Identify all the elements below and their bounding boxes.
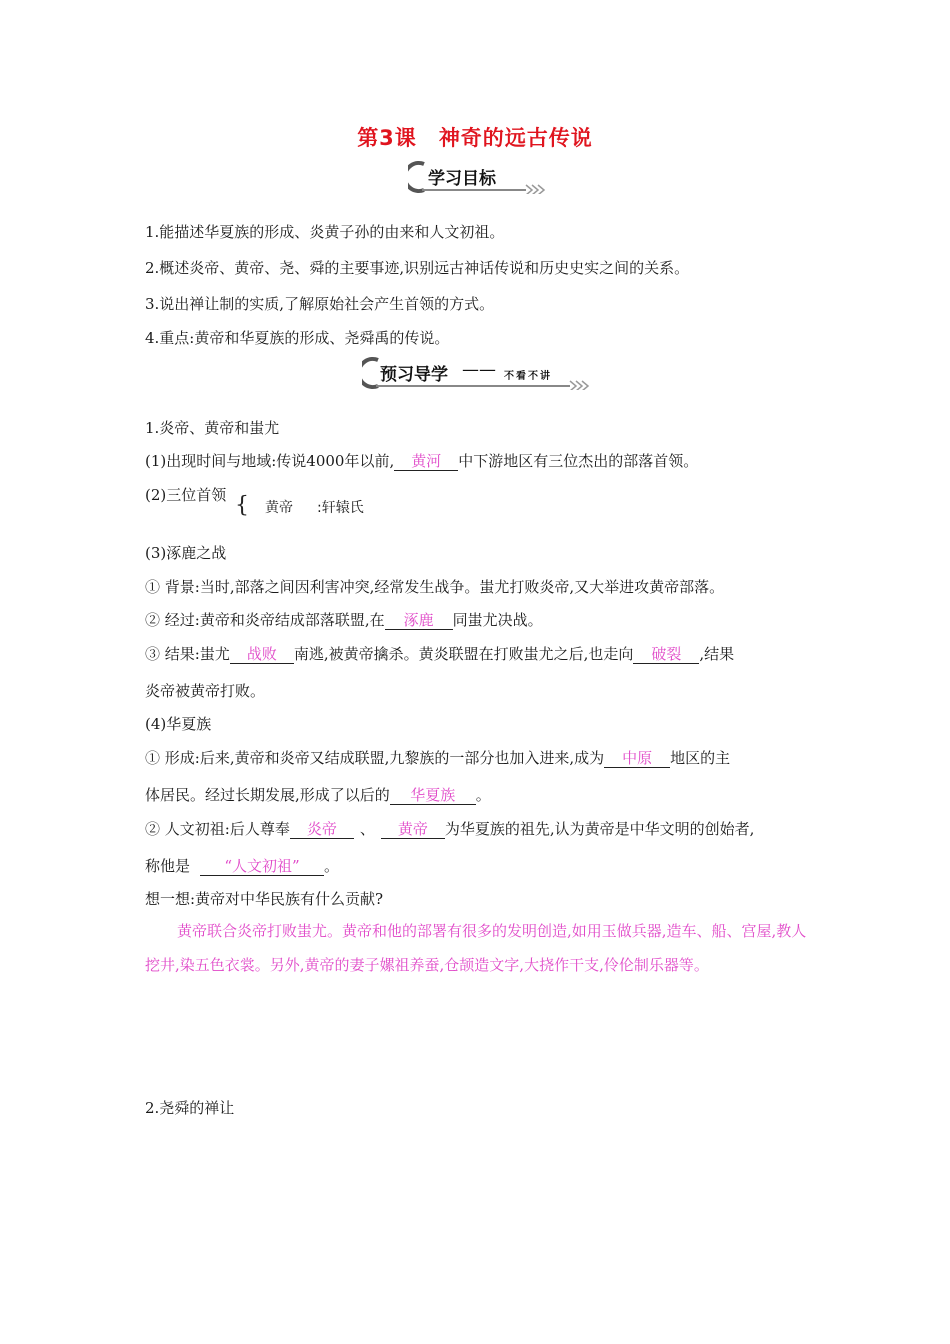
answer-blank: “人文初祖” (200, 857, 324, 876)
think-question: 想一想:黄帝对中华民族有什么贡献? (145, 890, 384, 908)
ancestors (145, 819, 754, 839)
battle-background: ① 背景:当时,部落之间因利害冲突,经常发生战争。蚩尤打败炎帝,又大举进攻黄帝部落。 (145, 578, 725, 596)
section1-heading: 1.炎帝、黄帝和蚩尤 (145, 419, 280, 437)
answer-blank: 华夏族 (390, 786, 476, 805)
result-text-mid: 南逃,被黄帝擒杀。黄炎联盟在打败蚩尤之后,也走向 (293, 645, 634, 663)
answer-blank: 黄帝 (381, 820, 445, 839)
p1-line (145, 451, 698, 471)
ancestors-line2 (145, 856, 339, 876)
p4-heading: (4)华夏族 (145, 715, 212, 733)
p3-heading: (3)涿鹿之战 (145, 544, 227, 562)
formation-text: ① 形成:后来,黄帝和炎帝又结成联盟,九黎族的一部分也加入进来,成为 (145, 749, 605, 767)
preview-banner-subtitle: 不看不讲 (504, 371, 552, 382)
ancestors-text: ② 人文初祖:后人尊奉 (145, 820, 290, 838)
formation-line2-text: 体居民。经过长期发展,形成了以后的 (145, 786, 390, 804)
objective-3: 3.说出禅让制的实质,了解原始社会产生首领的方式。 (145, 295, 495, 313)
objectives-banner-text: 学习目标 (428, 169, 496, 189)
ancestors-sep: 、 (359, 820, 375, 838)
p1-text-end: 中下游地区有三位杰出的部落首领。 (458, 452, 699, 470)
process-text-end: 同蚩尤决战。 (452, 611, 543, 629)
ancestors-text-end: 为华夏族的祖先,认为黄帝是中华文明的创始者, (444, 820, 755, 838)
result-text: ③ 结果:蚩尤 (145, 645, 230, 663)
leader-name: 黄帝 (265, 500, 293, 516)
preview-banner-dash: —— (462, 360, 496, 380)
answer-blank: 中原 (604, 749, 670, 768)
answer-blank: 炎帝 (290, 820, 354, 839)
p2-label: (2)三位首领 (145, 486, 227, 504)
battle-result (145, 644, 734, 664)
objective-4: 4.重点:黄帝和华夏族的形成、尧舜禹的传说。 (145, 329, 450, 347)
ancestors-line2-text: 称他是 (145, 857, 191, 875)
result-text-end: ,结果 (699, 645, 735, 663)
ancestors-line2-end: 。 (324, 857, 340, 875)
objective-1: 1.能描述华夏族的形成、炎黄子孙的由来和人文初祖。 (145, 223, 505, 241)
answer-blank: 涿鹿 (385, 611, 453, 630)
answer-blank: 破裂 (633, 645, 699, 664)
answer-blank: 战败 (230, 645, 294, 664)
section2-heading: 2.尧舜的禅让 (145, 1099, 235, 1117)
p1-text: (1)出现时间与地域:传说4000年以前, (145, 452, 395, 470)
lesson-number: 第3课 (357, 126, 417, 150)
formation-line2-end: 。 (475, 786, 491, 804)
leaders-list (235, 495, 435, 523)
objective-2: 2.概述炎帝、黄帝、尧、舜的主要事迹,识别远古神话传说和历史史实之间的关系。 (145, 259, 690, 277)
formation-line2 (145, 785, 491, 805)
preview-banner-text: 预习导学 (380, 365, 448, 385)
formation (145, 748, 730, 768)
lesson-name: 神奇的远古传说 (438, 126, 593, 150)
objectives-banner (408, 160, 548, 194)
lesson-title (0, 122, 950, 152)
battle-process (145, 610, 543, 630)
answer-blank: 黄河 (394, 452, 458, 471)
process-text: ② 经过:黄帝和炎帝结成部落联盟,在 (145, 611, 385, 629)
battle-result-line2: 炎帝被黄帝打败。 (145, 682, 266, 700)
brace-icon: { (235, 493, 249, 518)
think-answer: 黄帝联合炎帝打败蚩尤。黄帝和他的部署有很多的发明创造,如用玉做兵器,造车、船、宫屋,教人挖井,染五色衣裳。另外,黄帝的妻子嫘祖养蚕,仓颉造文字,大挠作干支,伶伦制乐器等。 (145, 922, 807, 974)
preview-banner (362, 356, 592, 390)
leader-clan: :轩辕氏 (317, 500, 364, 516)
formation-text-end: 地区的主 (670, 749, 731, 767)
